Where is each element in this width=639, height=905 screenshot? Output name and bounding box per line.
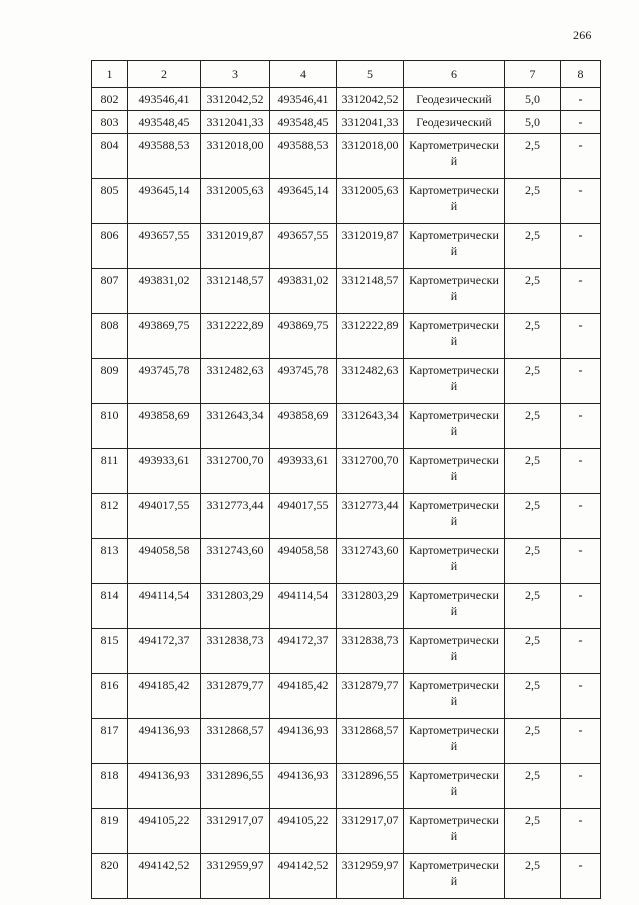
method-cell: Картометрический xyxy=(404,449,505,494)
accuracy-cell: 5,0 xyxy=(505,88,561,111)
note-cell: - xyxy=(561,359,601,404)
x-coordinate-cell: 493869,75 xyxy=(270,314,337,359)
table-row xyxy=(92,269,601,314)
note-cell: - xyxy=(561,674,601,719)
column-header: 2 xyxy=(128,61,201,88)
accuracy-cell: 2,5 xyxy=(505,494,561,539)
table-row xyxy=(92,314,601,359)
accuracy-cell: 2,5 xyxy=(505,134,561,179)
accuracy-cell: 2,5 xyxy=(505,809,561,854)
x-coordinate-cell: 493657,55 xyxy=(128,224,201,269)
y-coordinate-cell: 3312041,33 xyxy=(337,111,404,134)
table-row xyxy=(92,809,601,854)
y-coordinate-cell: 3312917,07 xyxy=(201,809,270,854)
x-coordinate-cell: 494114,54 xyxy=(270,584,337,629)
note-cell: - xyxy=(561,539,601,584)
x-coordinate-cell: 494105,22 xyxy=(128,809,201,854)
column-header: 7 xyxy=(505,61,561,88)
y-coordinate-cell: 3312868,57 xyxy=(201,719,270,764)
x-coordinate-cell: 494017,55 xyxy=(128,494,201,539)
x-coordinate-cell: 493546,41 xyxy=(128,88,201,111)
table-row xyxy=(92,449,601,494)
x-coordinate-cell: 493548,45 xyxy=(128,111,201,134)
x-coordinate-cell: 493831,02 xyxy=(270,269,337,314)
method-cell: Картометрический xyxy=(404,629,505,674)
point-number-cell: 820 xyxy=(92,854,128,899)
accuracy-cell: 2,5 xyxy=(505,314,561,359)
y-coordinate-cell: 3312803,29 xyxy=(337,584,404,629)
column-header: 1 xyxy=(92,61,128,88)
y-coordinate-cell: 3312838,73 xyxy=(201,629,270,674)
accuracy-cell: 2,5 xyxy=(505,269,561,314)
y-coordinate-cell: 3312959,97 xyxy=(337,854,404,899)
x-coordinate-cell: 493546,41 xyxy=(270,88,337,111)
note-cell: - xyxy=(561,179,601,224)
x-coordinate-cell: 494017,55 xyxy=(270,494,337,539)
point-number-cell: 803 xyxy=(92,111,128,134)
y-coordinate-cell: 3312482,63 xyxy=(201,359,270,404)
method-cell: Геодезический xyxy=(404,111,505,134)
table-row xyxy=(92,494,601,539)
point-number-cell: 813 xyxy=(92,539,128,584)
y-coordinate-cell: 3312917,07 xyxy=(337,809,404,854)
table-row xyxy=(92,764,601,809)
x-coordinate-cell: 493869,75 xyxy=(128,314,201,359)
y-coordinate-cell: 3312896,55 xyxy=(337,764,404,809)
table-row xyxy=(92,111,601,134)
y-coordinate-cell: 3312222,89 xyxy=(201,314,270,359)
y-coordinate-cell: 3312222,89 xyxy=(337,314,404,359)
note-cell: - xyxy=(561,314,601,359)
accuracy-cell: 2,5 xyxy=(505,764,561,809)
y-coordinate-cell: 3312700,70 xyxy=(337,449,404,494)
y-coordinate-cell: 3312959,97 xyxy=(201,854,270,899)
method-cell: Геодезический xyxy=(404,88,505,111)
method-cell: Картометрический xyxy=(404,764,505,809)
method-cell: Картометрический xyxy=(404,359,505,404)
table-row xyxy=(92,719,601,764)
table-row xyxy=(92,179,601,224)
x-coordinate-cell: 494058,58 xyxy=(270,539,337,584)
x-coordinate-cell: 494136,93 xyxy=(270,719,337,764)
column-header: 4 xyxy=(270,61,337,88)
column-header: 6 xyxy=(404,61,505,88)
method-cell: Картометрический xyxy=(404,584,505,629)
x-coordinate-cell: 494172,37 xyxy=(128,629,201,674)
point-number-cell: 806 xyxy=(92,224,128,269)
note-cell: - xyxy=(561,854,601,899)
table-row xyxy=(92,584,601,629)
table-row xyxy=(92,404,601,449)
accuracy-cell: 2,5 xyxy=(505,854,561,899)
y-coordinate-cell: 3312042,52 xyxy=(337,88,404,111)
note-cell: - xyxy=(561,494,601,539)
x-coordinate-cell: 494142,52 xyxy=(270,854,337,899)
method-cell: Картометрический xyxy=(404,269,505,314)
y-coordinate-cell: 3312868,57 xyxy=(337,719,404,764)
table-row xyxy=(92,224,601,269)
x-coordinate-cell: 493831,02 xyxy=(128,269,201,314)
point-number-cell: 812 xyxy=(92,494,128,539)
table-header-row xyxy=(92,61,601,88)
table-row xyxy=(92,629,601,674)
x-coordinate-cell: 494136,93 xyxy=(128,719,201,764)
point-number-cell: 802 xyxy=(92,88,128,111)
point-number-cell: 819 xyxy=(92,809,128,854)
method-cell: Картометрический xyxy=(404,854,505,899)
x-coordinate-cell: 493548,45 xyxy=(270,111,337,134)
y-coordinate-cell: 3312482,63 xyxy=(337,359,404,404)
y-coordinate-cell: 3312019,87 xyxy=(337,224,404,269)
x-coordinate-cell: 493933,61 xyxy=(128,449,201,494)
y-coordinate-cell: 3312643,34 xyxy=(337,404,404,449)
note-cell: - xyxy=(561,224,601,269)
method-cell: Картометрический xyxy=(404,404,505,449)
note-cell: - xyxy=(561,269,601,314)
accuracy-cell: 5,0 xyxy=(505,111,561,134)
note-cell: - xyxy=(561,88,601,111)
note-cell: - xyxy=(561,584,601,629)
x-coordinate-cell: 494105,22 xyxy=(270,809,337,854)
x-coordinate-cell: 494114,54 xyxy=(128,584,201,629)
point-number-cell: 808 xyxy=(92,314,128,359)
column-header: 8 xyxy=(561,61,601,88)
y-coordinate-cell: 3312005,63 xyxy=(337,179,404,224)
point-number-cell: 809 xyxy=(92,359,128,404)
x-coordinate-cell: 493745,78 xyxy=(128,359,201,404)
y-coordinate-cell: 3312743,60 xyxy=(201,539,270,584)
y-coordinate-cell: 3312773,44 xyxy=(201,494,270,539)
note-cell: - xyxy=(561,629,601,674)
y-coordinate-cell: 3312743,60 xyxy=(337,539,404,584)
x-coordinate-cell: 493858,69 xyxy=(128,404,201,449)
y-coordinate-cell: 3312018,00 xyxy=(201,134,270,179)
accuracy-cell: 2,5 xyxy=(505,674,561,719)
point-number-cell: 816 xyxy=(92,674,128,719)
point-number-cell: 815 xyxy=(92,629,128,674)
point-number-cell: 810 xyxy=(92,404,128,449)
y-coordinate-cell: 3312838,73 xyxy=(337,629,404,674)
method-cell: Картометрический xyxy=(404,539,505,584)
point-number-cell: 811 xyxy=(92,449,128,494)
point-number-cell: 807 xyxy=(92,269,128,314)
page-number: 266 xyxy=(573,28,592,42)
x-coordinate-cell: 493645,14 xyxy=(270,179,337,224)
table-row xyxy=(92,359,601,404)
table-row xyxy=(92,88,601,111)
note-cell: - xyxy=(561,719,601,764)
y-coordinate-cell: 3312643,34 xyxy=(201,404,270,449)
method-cell: Картометрический xyxy=(404,674,505,719)
accuracy-cell: 2,5 xyxy=(505,179,561,224)
method-cell: Картометрический xyxy=(404,224,505,269)
note-cell: - xyxy=(561,404,601,449)
x-coordinate-cell: 493657,55 xyxy=(270,224,337,269)
x-coordinate-cell: 493858,69 xyxy=(270,404,337,449)
table-row xyxy=(92,134,601,179)
x-coordinate-cell: 493645,14 xyxy=(128,179,201,224)
column-header: 5 xyxy=(337,61,404,88)
x-coordinate-cell: 493933,61 xyxy=(270,449,337,494)
x-coordinate-cell: 494058,58 xyxy=(128,539,201,584)
y-coordinate-cell: 3312879,77 xyxy=(337,674,404,719)
accuracy-cell: 2,5 xyxy=(505,449,561,494)
method-cell: Картометрический xyxy=(404,719,505,764)
x-coordinate-cell: 493588,53 xyxy=(128,134,201,179)
x-coordinate-cell: 494136,93 xyxy=(270,764,337,809)
method-cell: Картометрический xyxy=(404,179,505,224)
coordinates-table xyxy=(91,60,601,899)
y-coordinate-cell: 3312700,70 xyxy=(201,449,270,494)
x-coordinate-cell: 494185,42 xyxy=(270,674,337,719)
x-coordinate-cell: 493588,53 xyxy=(270,134,337,179)
y-coordinate-cell: 3312019,87 xyxy=(201,224,270,269)
table-row xyxy=(92,854,601,899)
accuracy-cell: 2,5 xyxy=(505,539,561,584)
point-number-cell: 805 xyxy=(92,179,128,224)
note-cell: - xyxy=(561,449,601,494)
y-coordinate-cell: 3312896,55 xyxy=(201,764,270,809)
y-coordinate-cell: 3312018,00 xyxy=(337,134,404,179)
y-coordinate-cell: 3312803,29 xyxy=(201,584,270,629)
y-coordinate-cell: 3312879,77 xyxy=(201,674,270,719)
note-cell: - xyxy=(561,111,601,134)
x-coordinate-cell: 494142,52 xyxy=(128,854,201,899)
column-header: 3 xyxy=(201,61,270,88)
note-cell: - xyxy=(561,134,601,179)
y-coordinate-cell: 3312042,52 xyxy=(201,88,270,111)
point-number-cell: 814 xyxy=(92,584,128,629)
method-cell: Картометрический xyxy=(404,134,505,179)
method-cell: Картометрический xyxy=(404,314,505,359)
y-coordinate-cell: 3312773,44 xyxy=(337,494,404,539)
point-number-cell: 818 xyxy=(92,764,128,809)
y-coordinate-cell: 3312005,63 xyxy=(201,179,270,224)
accuracy-cell: 2,5 xyxy=(505,629,561,674)
x-coordinate-cell: 494136,93 xyxy=(128,764,201,809)
accuracy-cell: 2,5 xyxy=(505,404,561,449)
y-coordinate-cell: 3312148,57 xyxy=(201,269,270,314)
point-number-cell: 804 xyxy=(92,134,128,179)
table-row xyxy=(92,674,601,719)
note-cell: - xyxy=(561,764,601,809)
method-cell: Картометрический xyxy=(404,809,505,854)
method-cell: Картометрический xyxy=(404,494,505,539)
accuracy-cell: 2,5 xyxy=(505,224,561,269)
point-number-cell: 817 xyxy=(92,719,128,764)
y-coordinate-cell: 3312041,33 xyxy=(201,111,270,134)
y-coordinate-cell: 3312148,57 xyxy=(337,269,404,314)
note-cell: - xyxy=(561,809,601,854)
table-row xyxy=(92,539,601,584)
accuracy-cell: 2,5 xyxy=(505,719,561,764)
accuracy-cell: 2,5 xyxy=(505,584,561,629)
accuracy-cell: 2,5 xyxy=(505,359,561,404)
x-coordinate-cell: 493745,78 xyxy=(270,359,337,404)
x-coordinate-cell: 494185,42 xyxy=(128,674,201,719)
x-coordinate-cell: 494172,37 xyxy=(270,629,337,674)
